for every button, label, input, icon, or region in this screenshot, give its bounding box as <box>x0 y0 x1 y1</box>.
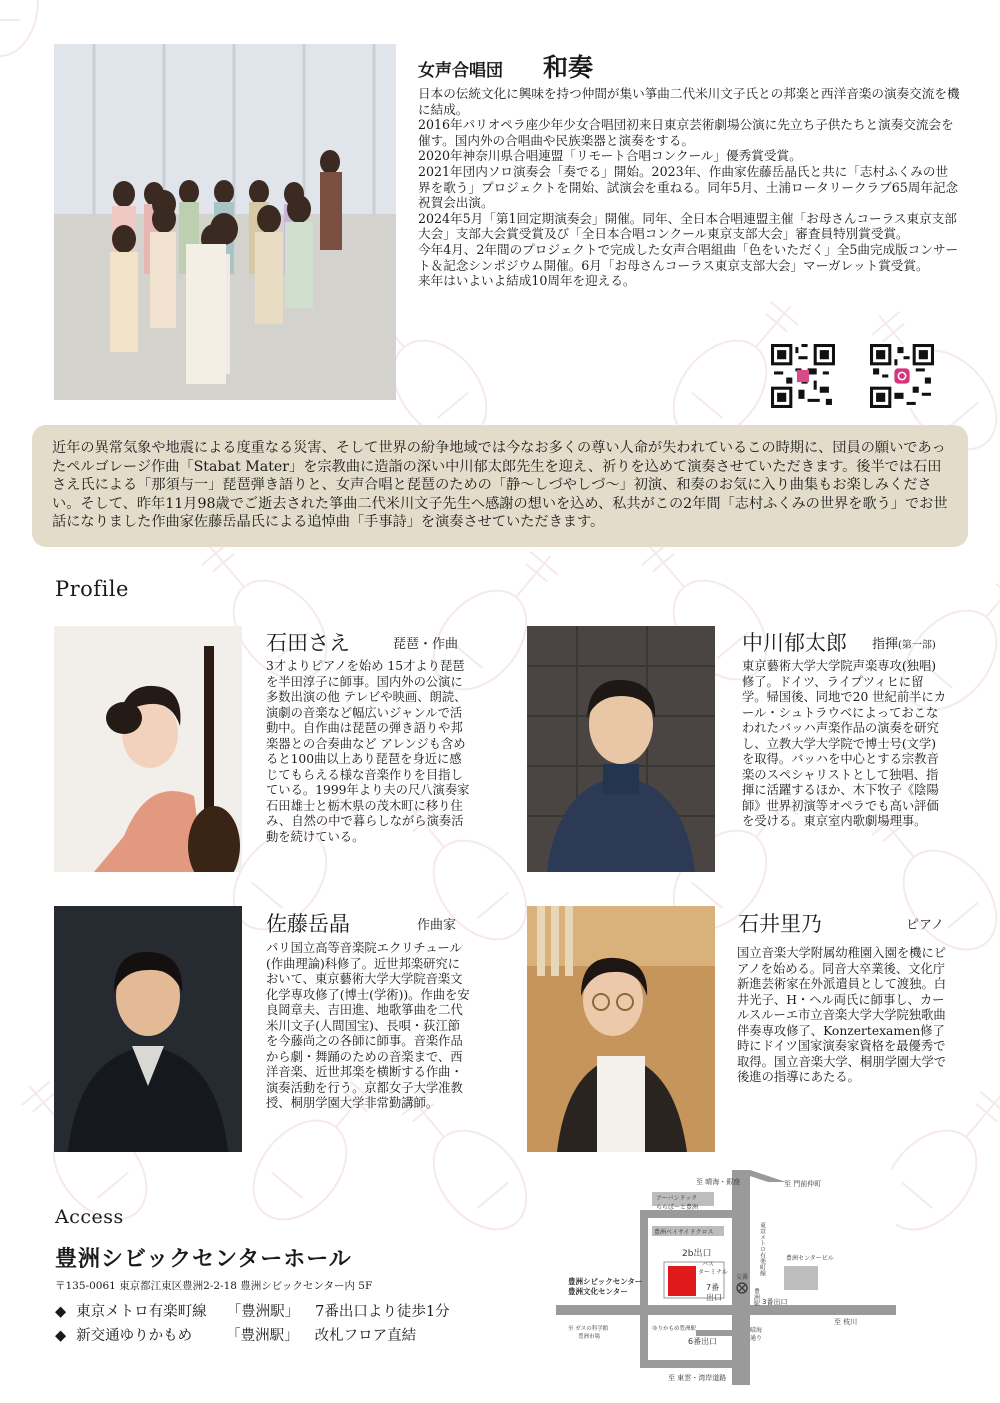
bullet-icon: ◆ <box>55 1304 67 1320</box>
history-item: 日本の伝統文化に興味を持つ仲間が集い箏曲二代米川文子氏との邦楽と西洋音楽の演奏交流を機に結成。 <box>418 86 960 117</box>
map-label: 豊洲文化センター <box>568 1287 628 1296</box>
map-label: ゆりかもめ豊洲駅 <box>652 1326 697 1332</box>
portrait-ishida <box>54 626 242 872</box>
map-label: ららぽーと豊洲 <box>656 1204 699 1211</box>
map-label: 豊洲市場 <box>578 1334 601 1340</box>
map-label: バス <box>702 1261 715 1268</box>
profile-heading: Profile <box>55 577 129 601</box>
person-bio: パリ国立高等音楽院エクリチュール(作曲理論)科修了。近世邦楽研究において、東京藝術大学大学院音楽文化学専攻修了(博士(学術))。作曲を安良岡章夫、吉田進、地歌箏曲を二代米川文子(人間国宝)、長唄・荻江節を今藤尚之の各師に師事。音楽作品から劇・舞踊のための音楽まで、西洋音楽、近世邦楽を横断する作曲・演奏活動を行う。京都女子大学准教授、桐朋学園大学非常勤講師。 <box>266 941 470 1110</box>
map-label: 交番 <box>736 1274 749 1281</box>
portrait-nakagawa <box>527 626 715 872</box>
route-line: 新交通ゆりかもめ <box>76 1328 193 1344</box>
map-label: 晴海 <box>750 1327 763 1334</box>
person-role: ピアノ <box>906 918 944 933</box>
choir-photo <box>54 44 396 400</box>
person-role-main: 指揮 <box>872 637 899 652</box>
history-item: 今年4月、2年間のプロジェクトで完成した女声合唱組曲「色をいただく」全5曲完成版コンサート＆記念シンポジウム開催。6月「お母さんコーラス東京支部大会」マーガレット賞受賞。 <box>418 241 959 273</box>
concert-message: 近年の異常気象や地震による度重なる災害、そして世界の紛争地域では今なお多くの尊い人命が失われているこの時期に、団員の願いであったペルゴレージ作曲「Stabat Mater」を宗教曲に造詣の深い中川郁太郎先生を迎え、祈りを込めて演奏させていただきます。後半では石田さえ氏による「那須与一」琵琶弾き語りと、女声合唱と琵琶のための「静〜しづやしづ〜」初演、和奏のお気に入り曲集もお楽しみください。そして、昨年11月98歳でご逝去された箏曲二代米川文子先生へ感謝の想いを込め、私共がこの2年間「志村ふくみの世界を歌う」でお世話になりました作曲家佐藤岳晶氏による追悼曲「手事詩」を演奏させていただきます。 <box>32 425 968 547</box>
person-role: 琵琶・作曲 <box>393 637 459 652</box>
route-detail: 改札フロア直結 <box>314 1328 417 1344</box>
person-name: 佐藤岳晶 <box>266 912 350 936</box>
map-label: 豊洲ベイサイドクロス <box>654 1229 714 1236</box>
qr-code-instagram[interactable] <box>870 344 934 408</box>
history-item: 来年はいよいよ結成10周年を迎える。 <box>418 273 636 289</box>
access-heading: Access <box>55 1206 124 1228</box>
person-role: 作曲家 <box>417 918 457 933</box>
history-item: 2021年団内ソロ演奏会「奏でる」開始。2023年、作曲家佐藤岳晶氏と共に「志村ふくみの世界を歌う」プロジェクトを開始、試演会を重ねる。同年5月、土浦ロータリークラブ65周年記念祝賀会出演。 <box>418 163 959 211</box>
map-label: ターミナル <box>698 1269 728 1276</box>
map-label: 豊洲センタービル <box>786 1255 834 1262</box>
venue-address: 〒135-0061 東京都江東区豊洲2-2-18 豊洲シビックセンター内 5F <box>55 1280 373 1292</box>
route-yurikamome <box>55 1324 416 1345</box>
route-metro <box>55 1300 450 1321</box>
access-map <box>556 1170 896 1385</box>
person-bio: 国立音楽大学附属幼稚園入園を機にピアノを始める。同音大卒業後、文化庁新進芸術家在外派遣員として渡独。白井光子、H・ヘル両氏に師事し、カールスルーエ市立音楽大学大学院独歌曲伴奏専攻修了、Konzertexamen修了時にドイツ国家演奏家資格を最優秀で取得。国立音楽大学、桐朋学園大学で後進の指導にあたる。 <box>737 946 947 1084</box>
choir-label: 女声合唱団 <box>418 61 503 81</box>
history-item: 2020年神奈川県合唱連盟「リモート合唱コンクール」優秀賞受賞。 <box>418 148 802 164</box>
bullet-icon: ◆ <box>55 1328 67 1344</box>
map-label: 2b出口 <box>682 1249 712 1259</box>
route-line: 東京メトロ有楽町線 <box>76 1304 207 1320</box>
route-station: 「豊洲駅」 <box>226 1304 300 1320</box>
map-label: 東京メトロ有楽町線 <box>758 1222 766 1276</box>
map-label: 豊洲シビックセンター <box>568 1277 643 1286</box>
map-label: 通り <box>750 1335 763 1342</box>
map-label: 6番出口 <box>688 1337 718 1346</box>
map-label: 至 門前仲町 <box>784 1180 822 1188</box>
map-label: 至 晴海・銀座 <box>696 1178 741 1186</box>
map-label: 至 枝川 <box>834 1318 858 1326</box>
person-name: 中川郁太郎 <box>742 631 847 655</box>
map-label: 豊洲駅 <box>752 1288 760 1306</box>
map-label: アーバンドック <box>656 1195 698 1202</box>
portrait-sato <box>54 906 242 1152</box>
qr-code-website[interactable] <box>771 344 835 408</box>
map-label: 3番出口 <box>762 1298 788 1306</box>
route-station: 「豊洲駅」 <box>226 1328 299 1344</box>
history-item: 2024年5月「第1回定期演奏会」開催。同年、全日本合唱連盟主催「お母さんコーラス東京支部大会」支部大会賞受賞及び「全日本合唱コンクール東京支部大会」審査員特別賞受賞。 <box>418 210 957 242</box>
map-label: 至 ガスの科学館 <box>568 1326 609 1332</box>
person-bio: 3才よりピアノを始め 15才より琵琶を半田淳子に師事。国内外の公演に多数出演の他 テレビや映画、朗読、演劇の音楽など幅広いジャンルで活動中。自作曲は琵琶の弾き語りや邦楽器との合奏曲など アレンジも含めると100曲以上あり琵琶を身近に感じてもらえる様な音楽作りを目指している。1999年より夫の尺八演奏家 石田雄士と栃木県の茂木町に移り住み、自然の中で暮らしながら演奏活動を続けている。 <box>266 659 470 844</box>
venue-marker <box>668 1266 696 1296</box>
choir-history <box>418 86 960 289</box>
map-label: 至 東雲・湾岸道路 <box>668 1374 727 1382</box>
route-detail: 7番出口より徒歩1分 <box>315 1304 450 1320</box>
person-name: 石田さえ <box>266 631 350 655</box>
person-bio: 東京藝術大学大学院声楽専攻(独唱)修了。ドイツ、ライプツィヒに留学。帰国後、同地で20 世紀前半にカール・シュトラウベによっておこなわれたバッハ声楽作品の演奏を研究し、立教大学大学院で博士号(文学)を取得。バッハを中心とする宗教音楽のスペシャリストとして独唱、指揮に活躍するほか、木下牧子《陰陽師》世界初演等オペラでも高い評価を受ける。東京室内歌劇場理事。 <box>742 659 947 828</box>
person-role <box>872 633 936 652</box>
map-label: 7番 <box>706 1283 720 1292</box>
choir-name: 和奏 <box>543 53 594 82</box>
person-role-note: (第一部) <box>898 640 936 651</box>
venue-name: 豊洲シビックセンターホール <box>55 1246 352 1272</box>
history-item: 2016年パリオペラ座少年少女合唱団初来日東京芸術劇場公演に先立ち子供たちと演奏交流会を催す。国内外の合唱曲や民族楽器と演奏をする。 <box>418 117 954 148</box>
map-label: 出口 <box>706 1293 722 1302</box>
person-name: 石井里乃 <box>738 912 822 936</box>
portrait-ishii <box>527 906 715 1152</box>
